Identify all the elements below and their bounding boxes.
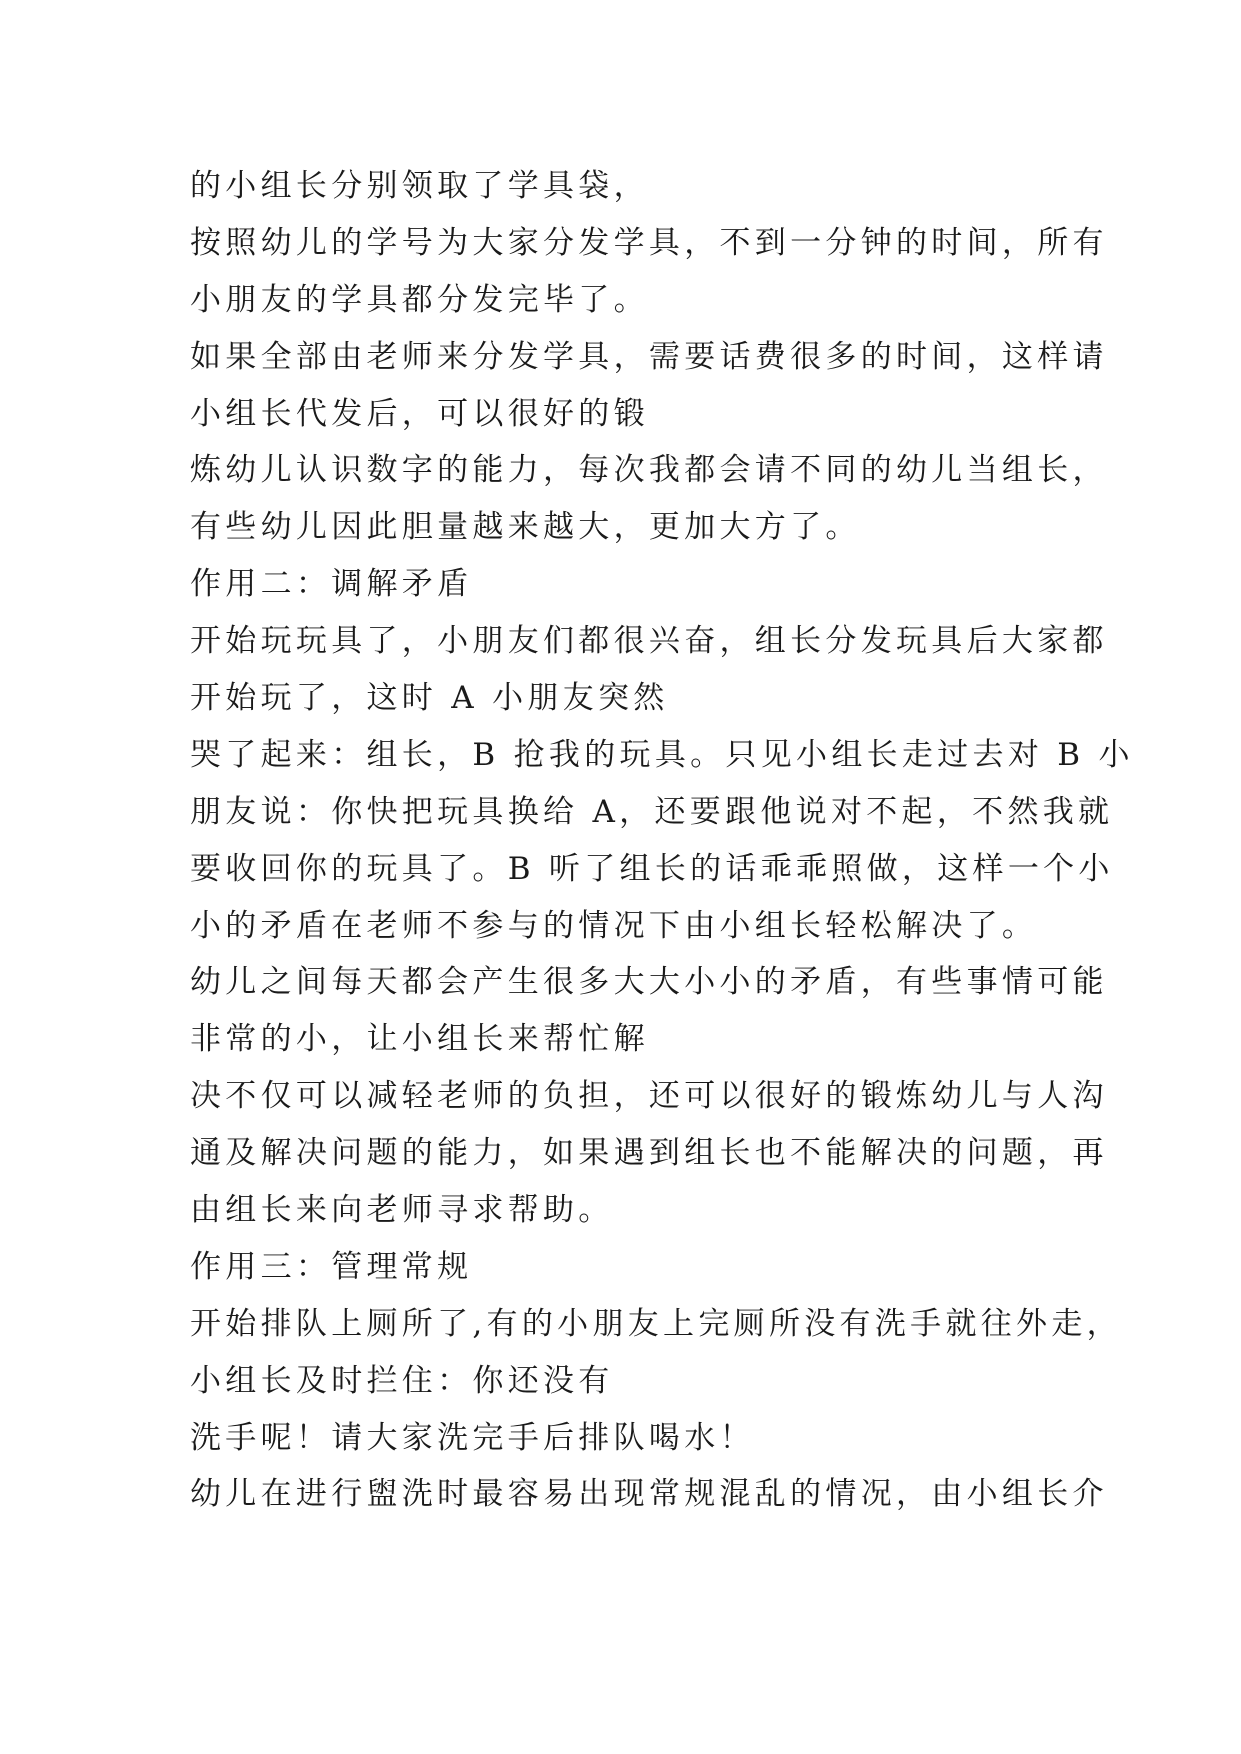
text-line: 幼儿之间每天都会产生很多大大小小的矛盾，有些事情可能 bbox=[190, 964, 1108, 1001]
text-line: 哭了起来：组长，B 抢我的玩具。只见小组长走过去对 B 小 bbox=[190, 736, 1134, 773]
text-line: 开始玩了，这时 A 小朋友突然 bbox=[190, 680, 669, 717]
text-line: 小朋友的学具都分发完毕了。 bbox=[190, 281, 649, 318]
text-line: 洗手呢！请大家洗完手后排队喝水！ bbox=[190, 1419, 755, 1456]
text-line: 幼儿在进行盥洗时最容易出现常规混乱的情况，由小组长介 bbox=[190, 1476, 1108, 1513]
text-line: 小组长及时拦住：你还没有 bbox=[190, 1362, 614, 1399]
text-line: 的小组长分别领取了学具袋， bbox=[190, 168, 649, 204]
text-line: 非常的小，让小组长来帮忙解 bbox=[190, 1021, 649, 1058]
text-line: 由组长来向老师寻求帮助。 bbox=[190, 1192, 614, 1229]
text-line: 朋友说：你快把玩具换给 A，还要跟他说对不起，不然我就 bbox=[190, 793, 1114, 830]
document-body bbox=[190, 158, 1134, 1523]
section-heading: 作用三：管理常规 bbox=[190, 1248, 473, 1285]
text-line: 炼幼儿认识数字的能力，每次我都会请不同的幼儿当组长， bbox=[190, 452, 1108, 489]
text-line: 开始玩玩具了，小朋友们都很兴奋，组长分发玩具后大家都 bbox=[190, 623, 1108, 660]
text-line: 决不仅可以减轻老师的负担，还可以很好的锻炼幼儿与人沟 bbox=[190, 1078, 1108, 1115]
text-line: 小的矛盾在老师不参与的情况下由小组长轻松解决了。 bbox=[190, 907, 1038, 944]
text-line: 小组长代发后，可以很好的锻 bbox=[190, 395, 649, 432]
text-line: 通及解决问题的能力，如果遇到组长也不能解决的问题，再 bbox=[190, 1135, 1108, 1172]
text-line: 开始排队上厕所了,有的小朋友上完厕所没有洗手就往外走， bbox=[190, 1305, 1122, 1342]
text-line: 要收回你的玩具了。B 听了组长的话乖乖照做，这样一个小 bbox=[190, 850, 1114, 887]
text-line: 按照幼儿的学号为大家分发学具，不到一分钟的时间，所有 bbox=[190, 224, 1108, 261]
text-line: 如果全部由老师来分发学具，需要话费很多的时间，这样请 bbox=[190, 338, 1108, 375]
section-heading: 作用二：调解矛盾 bbox=[190, 566, 473, 603]
text-line: 有些幼儿因此胆量越来越大，更加大方了。 bbox=[190, 509, 861, 546]
